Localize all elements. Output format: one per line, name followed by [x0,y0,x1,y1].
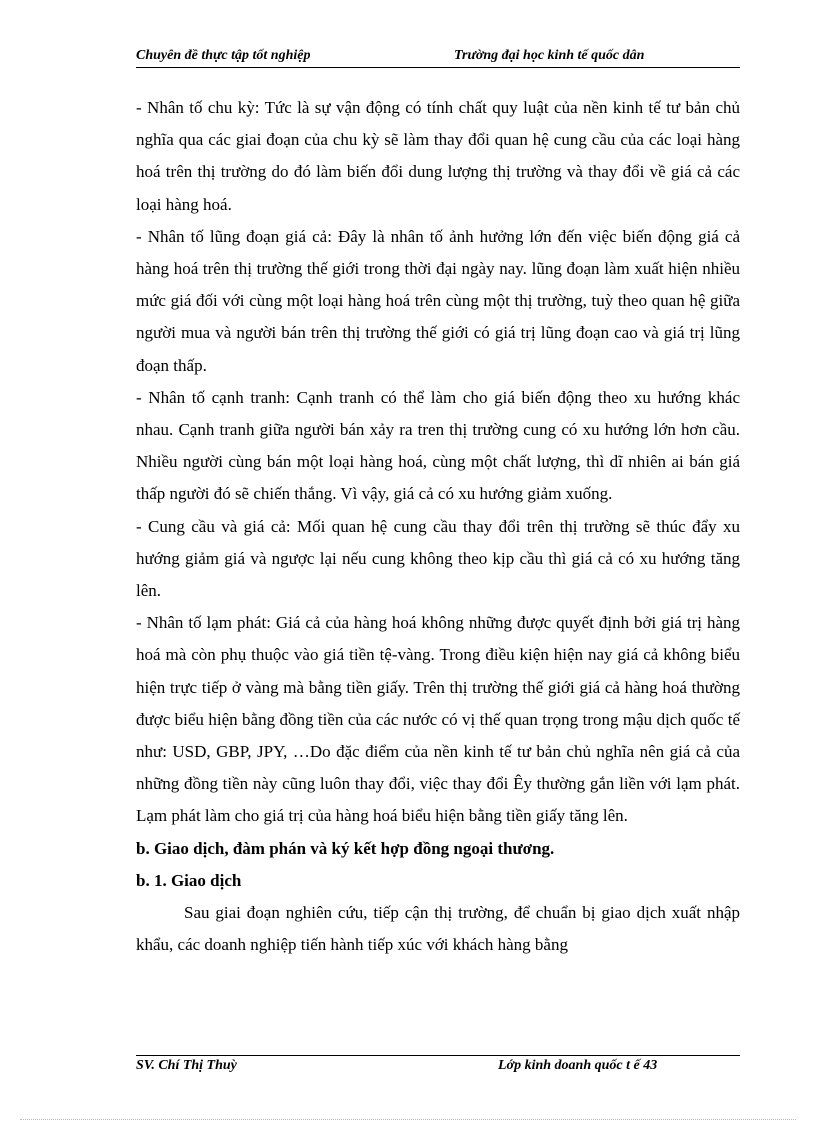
footer-right-text: Lớp kinh doanh quốc t ế 43 [498,1058,658,1073]
paragraph-lam-phat: - Nhân tố lạm phát: Giá cả của hàng hoá không những được quyết định bởi giá trị hàng hoá mà còn phụ thuộc vào giá tiền tệ-vàng. Trong điều kiện hiện nay giá cả không biểu hiện trực tiếp ở vàng mà bằng tiền giấy. Trên thị trường thế giới giá cả hàng hoá thường được biểu hiện bằng đồng tiền của các nước có vị thế quan trọng trong mậu dịch quốc tế như: USD, GBP, JPY, …Do đặc điểm của nền kinh tế tư bản chủ nghĩa nên giá cả của những đồng tiền này cũng luôn thay đổi, việc thay đổi Êy thường gắn liền với lạm phát. Lạm phát làm cho giá trị của hàng hoá biểu hiện bằng tiền giấy tăng lên. [136,613,740,826]
page-bottom-edge [20,1119,796,1120]
running-header [136,48,740,68]
paragraph-cung-cau: - Cung cầu và giá cả: Mối quan hệ cung cầu thay đổi trên thị trường sẽ thúc đẩy xu hướng giảm giá và ngược lại nếu cung không theo kịp cầu thì giá cả có xu hướng tăng lên. [136,516,740,601]
header-left-text: Chuyên đề thực tập tốt nghiệp [136,48,311,63]
paragraph-canh-tranh: - Nhân tố cạnh tranh: Cạnh tranh có thể làm cho giá biến động theo xu hướng khác nhau. Cạnh tranh giữa người bán xảy ra tren thị trường cung có xu hướng lớn hơn cầu. Nhiều người cùng bán một loại hàng hoá, cùng một chất lượng, thì dĩ nhiên ai bán giá thấp người đó sẽ chiến thắng. Vì vậy, giá cả có xu hướng giảm xuống. [136,387,740,504]
paragraph-lung-doan: - Nhân tố lũng đoạn giá cả: Đây là nhân tố ảnh hưởng lớn đến việc biến động giá cả hàng hoá trên thị trường thế giới trong thời đại ngày nay. lũng đoạn làm xuất hiện nhiều mức giá đối với cùng một loại hàng hoá trên cùng một thị trường, tuỳ theo quan hệ giữa người mua và người bán trên thị trường thế giới có giá trị lũng đoạn cao và giá trị lũng đoạn thấp. [136,226,740,375]
subsection-heading-b1: b. 1. Giao dịch [136,870,242,890]
paragraph-chu-ky: - Nhân tố chu kỳ: Tức là sự vận động có tính chất quy luật của nền kinh tế tư bản chủ nghĩa qua các giai đoạn của chu kỳ sẽ làm thay đổi quan hệ cung cầu của các loại hàng hoá trên thị trường do đó làm biến đổi dung lượng thị trường và thay đổi về giá cả các loại hàng hoá. [136,98,740,214]
header-rule [136,67,740,68]
footer-rule [136,1055,740,1056]
header-right-text: Trường đại học kinh tế quốc dân [454,48,645,63]
running-footer [136,1058,740,1078]
paragraph-giao-dich: Sau giai đoạn nghiên cứu, tiếp cận thị trường, để chuẩn bị giao dịch xuất nhập khẩu, các doanh nghiệp tiến hành tiếp xúc với khách hàng bằng [136,903,740,955]
body-text [136,92,740,961]
section-heading-b: b. Giao dịch, đàm phán và ký kết hợp đồng ngoại thương. [136,838,555,858]
footer-left-text: SV. Chí Thị Thuỳ [136,1058,237,1073]
